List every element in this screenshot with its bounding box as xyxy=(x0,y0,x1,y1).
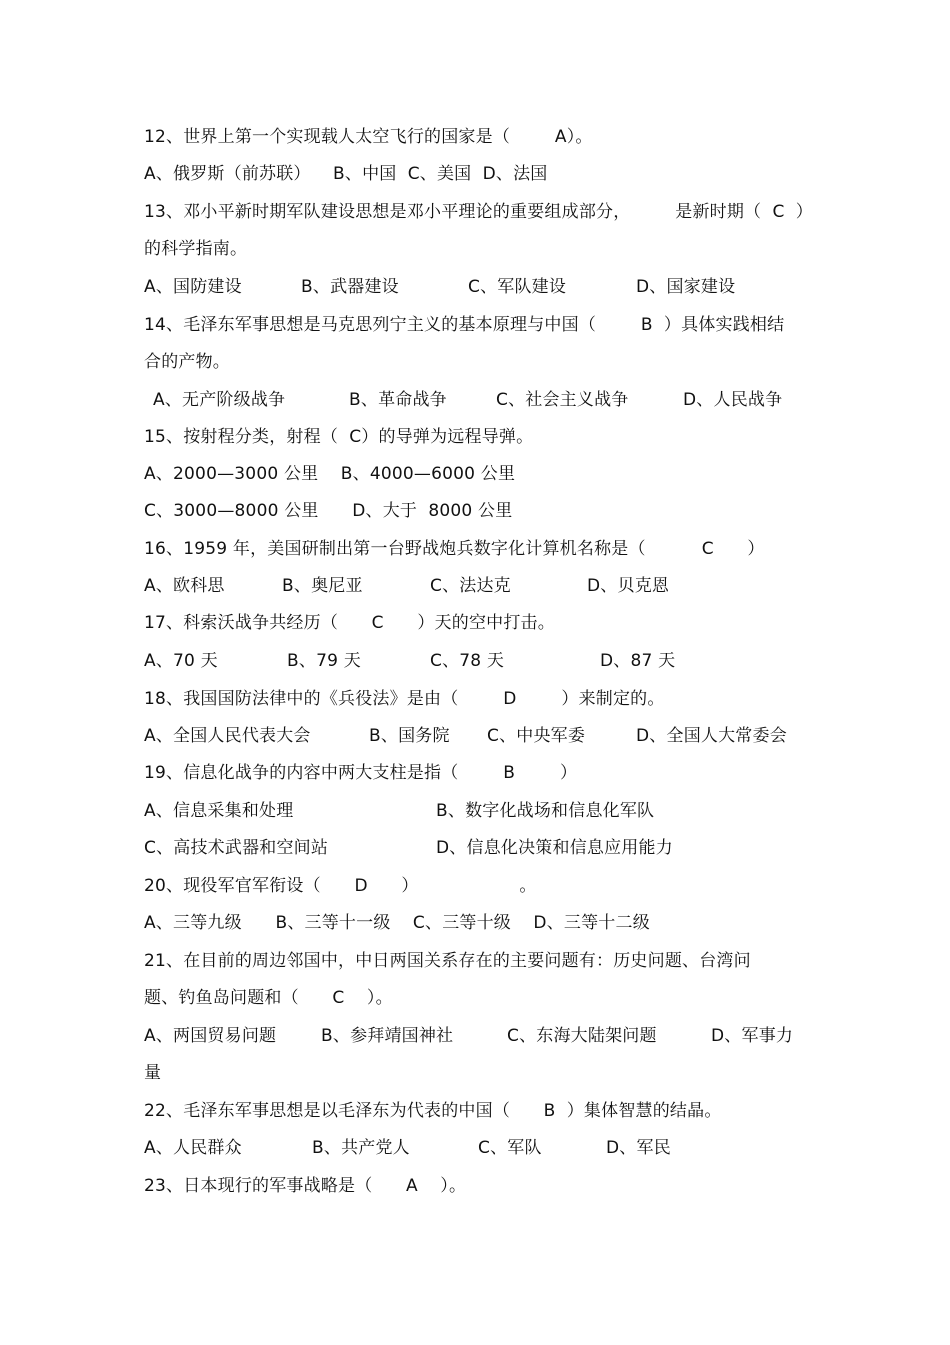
question-13-stem-line-1: 13、邓小平新时期军队建设思想是邓小平理论的重要组成部分， 是新时期（ C ） xyxy=(144,202,813,222)
question-12-options: A、俄罗斯（前苏联） B、中国 C、美国 D、法国 xyxy=(144,164,548,184)
question-21-option-d-continued: 量 xyxy=(144,1063,162,1083)
question-22-option-a: A、人民群众 xyxy=(144,1138,242,1158)
question-17-option-c: C、78 天 xyxy=(430,651,505,671)
question-20-stem: 20、现役军官军衔设（ D ） 。 xyxy=(144,876,537,896)
question-13-stem-line-2: 的科学指南。 xyxy=(144,239,248,259)
question-18-option-d: D、全国人大常委会 xyxy=(636,726,787,746)
question-21-option-d: D、军事力 xyxy=(711,1026,794,1046)
question-19-option-a: A、信息采集和处理 xyxy=(144,801,294,821)
question-14-stem-line-1: 14、毛泽东军事思想是马克思列宁主义的基本原理与中国（ B ）具体实践相结 xyxy=(144,315,785,335)
question-13-option-b: B、武器建设 xyxy=(301,277,399,297)
question-14-option-d: D、人民战争 xyxy=(683,390,783,410)
question-12-stem: 12、世界上第一个实现载人太空飞行的国家是（ A）。 xyxy=(144,127,593,147)
question-19-option-b: B、数字化战场和信息化军队 xyxy=(436,801,655,821)
question-18-option-b: B、国务院 xyxy=(369,726,450,746)
question-15-options-line-2: C、3000—8000 公里 D、大于 8000 公里 xyxy=(144,501,513,521)
question-17-option-d: D、87 天 xyxy=(600,651,676,671)
question-18-option-c: C、中央军委 xyxy=(487,726,586,746)
question-21-option-b: B、参拜靖国神社 xyxy=(321,1026,454,1046)
question-22-stem: 22、毛泽东军事思想是以毛泽东为代表的中国（ B ）集体智慧的结晶。 xyxy=(144,1101,722,1121)
question-16-option-d: D、贝克恩 xyxy=(587,576,670,596)
question-16-stem: 16、1959 年，美国研制出第一台野战炮兵数字化计算机名称是（ C ） xyxy=(144,539,765,559)
question-17-option-a: A、70 天 xyxy=(144,651,218,671)
question-22-option-d: D、军民 xyxy=(606,1138,671,1158)
question-14-option-c: C、社会主义战争 xyxy=(496,390,629,410)
question-22-option-c: C、军队 xyxy=(478,1138,542,1158)
question-13-option-d: D、国家建设 xyxy=(636,277,736,297)
question-15-options-line-1: A、2000—3000 公里 B、4000—6000 公里 xyxy=(144,464,516,484)
question-14-stem-line-2: 合的产物。 xyxy=(144,352,230,372)
question-21-stem-line-1: 21、在目前的周边邻国中，中日两国关系存在的主要问题有：历史问题、台湾问 xyxy=(144,951,751,971)
question-16-option-a: A、欧科思 xyxy=(144,576,225,596)
question-18-stem: 18、我国国防法律中的《兵役法》是由（ D ）来制定的。 xyxy=(144,689,665,709)
question-17-stem: 17、科索沃战争共经历（ C ）天的空中打击。 xyxy=(144,613,555,633)
question-23-stem: 23、日本现行的军事战略是（ A ）。 xyxy=(144,1176,467,1196)
question-16-option-b: B、奥尼亚 xyxy=(282,576,363,596)
question-21-option-c: C、东海大陆架问题 xyxy=(507,1026,657,1046)
question-21-option-a: A、两国贸易问题 xyxy=(144,1026,277,1046)
question-13-option-c: C、军队建设 xyxy=(468,277,567,297)
question-18-option-a: A、全国人民代表大会 xyxy=(144,726,311,746)
question-19-stem: 19、信息化战争的内容中两大支柱是指（ B ） xyxy=(144,763,578,783)
question-17-option-b: B、79 天 xyxy=(287,651,361,671)
question-22-option-b: B、共产党人 xyxy=(312,1138,410,1158)
question-13-option-a: A、国防建设 xyxy=(144,277,242,297)
question-20-options: A、三等九级 B、三等十一级 C、三等十级 D、三等十二级 xyxy=(144,913,650,933)
question-19-option-c: C、高技术武器和空间站 xyxy=(144,838,329,858)
question-15-stem: 15、按射程分类，射程（ C）的导弹为远程导弹。 xyxy=(144,427,534,447)
question-14-option-a: A、无产阶级战争 xyxy=(153,390,286,410)
question-19-option-d: D、信息化决策和信息应用能力 xyxy=(436,838,673,858)
question-14-option-b: B、革命战争 xyxy=(349,390,447,410)
question-16-option-c: C、法达克 xyxy=(430,576,511,596)
question-21-stem-line-2: 题、钓鱼岛问题和（ C ）。 xyxy=(144,988,393,1008)
